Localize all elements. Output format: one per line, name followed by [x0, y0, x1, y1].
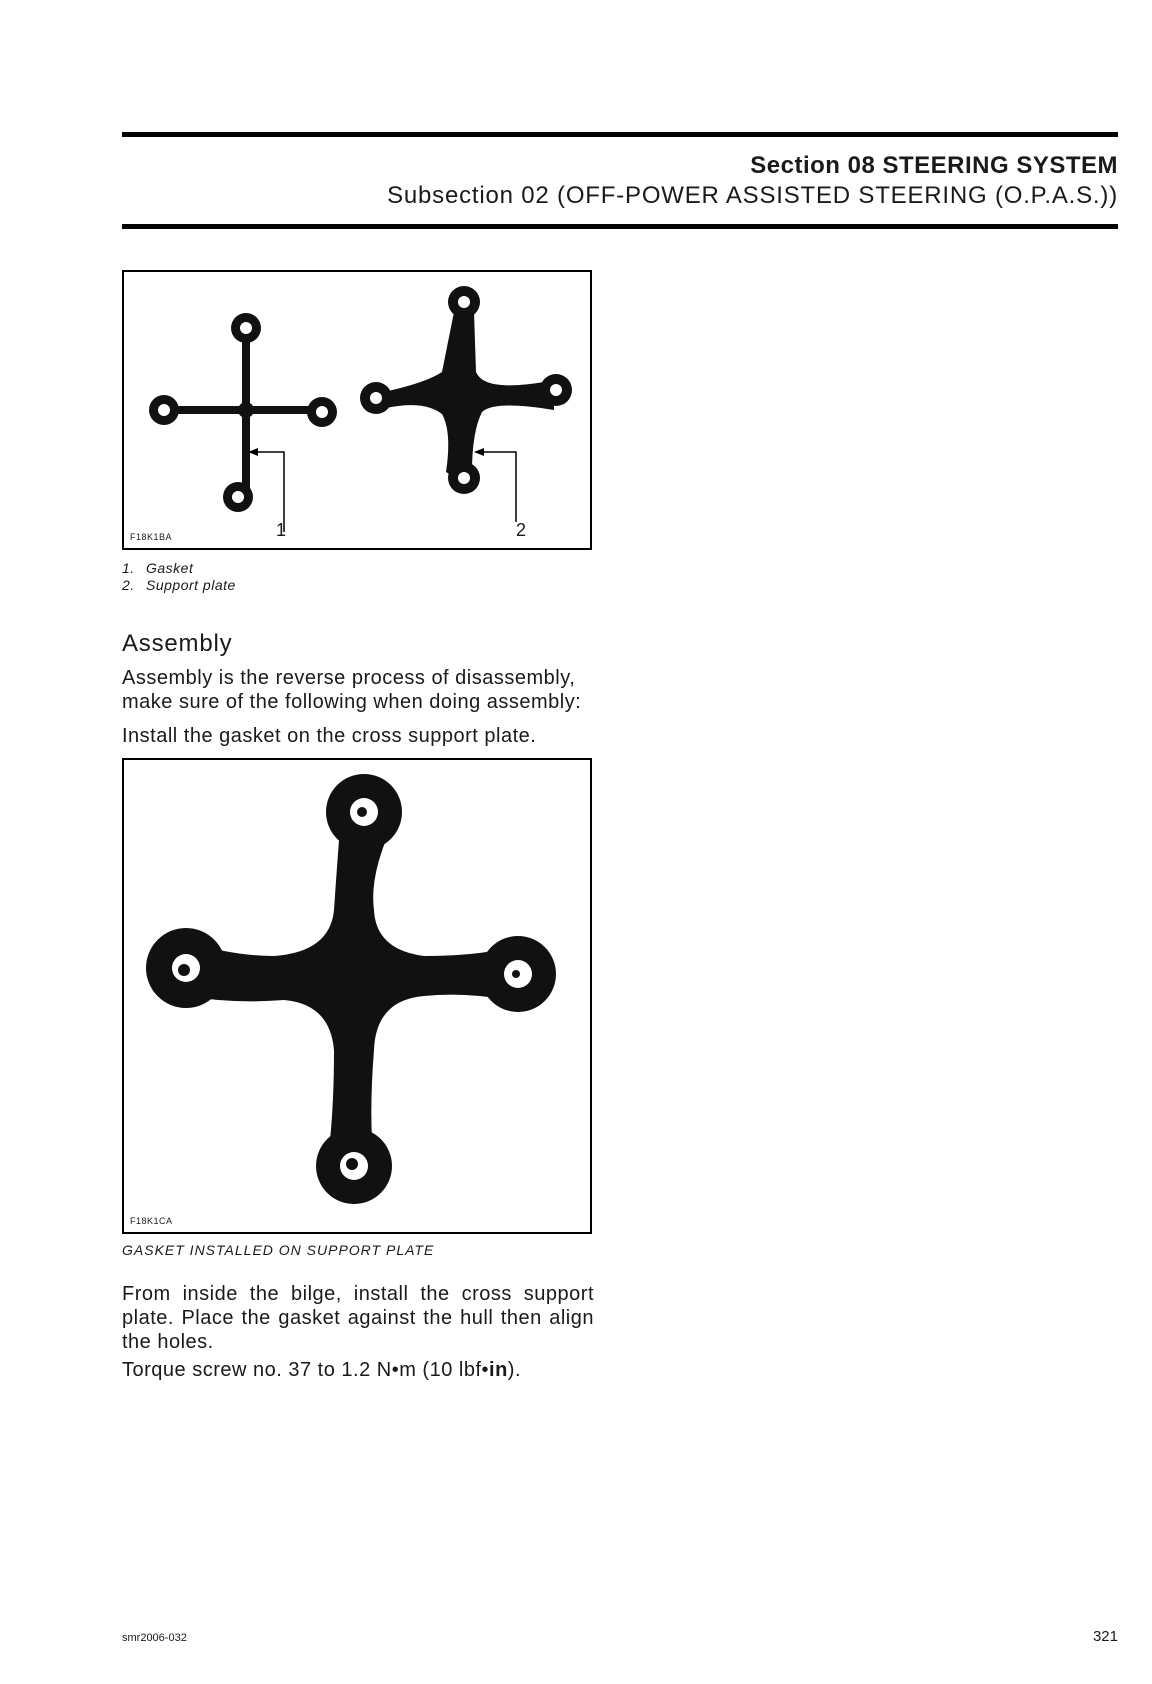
assembly-paragraph-1: Assembly is the reverse process of disassembly, make sure of the following when doing assembly:	[122, 667, 582, 713]
legend-number: 1.	[122, 560, 135, 576]
install-paragraph: From inside the bilge, install the cross support plate. Place the gasket against the hull then align the holes.	[122, 1283, 594, 1353]
legend-item	[122, 577, 236, 594]
document-code: smr2006-032	[122, 1632, 187, 1644]
legend-text: Support plate	[146, 577, 236, 593]
legend-item	[122, 560, 236, 577]
figure-gasket-and-support-plate	[122, 270, 592, 550]
assembly-paragraph-2: Install the gasket on the cross support plate.	[122, 725, 537, 747]
support-plate-photo	[146, 774, 556, 1204]
figure-gasket-installed	[122, 758, 592, 1234]
torque-value: to 1.2 N•m (10 lbf•	[311, 1359, 490, 1381]
legend-text: Gasket	[146, 560, 194, 576]
gasket-installed-illustration	[124, 760, 590, 1232]
torque-unit: in	[489, 1359, 508, 1381]
figure-legend	[122, 560, 236, 594]
page-number: 321	[1092, 1628, 1118, 1645]
support-plate-drawing	[360, 286, 572, 494]
legend-number: 2.	[122, 577, 135, 593]
torque-prefix: Torque screw	[122, 1359, 253, 1381]
gasket-drawing	[149, 313, 337, 512]
assembly-heading: Assembly	[122, 630, 233, 657]
callout-leaders	[250, 452, 516, 532]
header-bottom-rule	[122, 224, 1118, 229]
header-top-rule	[122, 132, 1118, 137]
figure-code: F18K1BA	[130, 532, 173, 542]
figure-code: F18K1CA	[130, 1216, 173, 1226]
subsection-title: Subsection 02 (OFF-POWER ASSISTED STEERING (O.P.A.S.))	[387, 182, 1118, 209]
section-title: Section 08 STEERING SYSTEM	[750, 152, 1118, 179]
figure-caption: GASKET INSTALLED ON SUPPORT PLATE	[122, 1242, 435, 1258]
torque-paragraph	[122, 1358, 594, 1382]
callout-1: 1	[276, 520, 287, 540]
torque-suffix: ).	[507, 1359, 522, 1381]
torque-screw-ref: no. 37	[253, 1359, 312, 1381]
gasket-support-plate-illustration	[124, 272, 590, 548]
callout-2: 2	[516, 520, 527, 540]
